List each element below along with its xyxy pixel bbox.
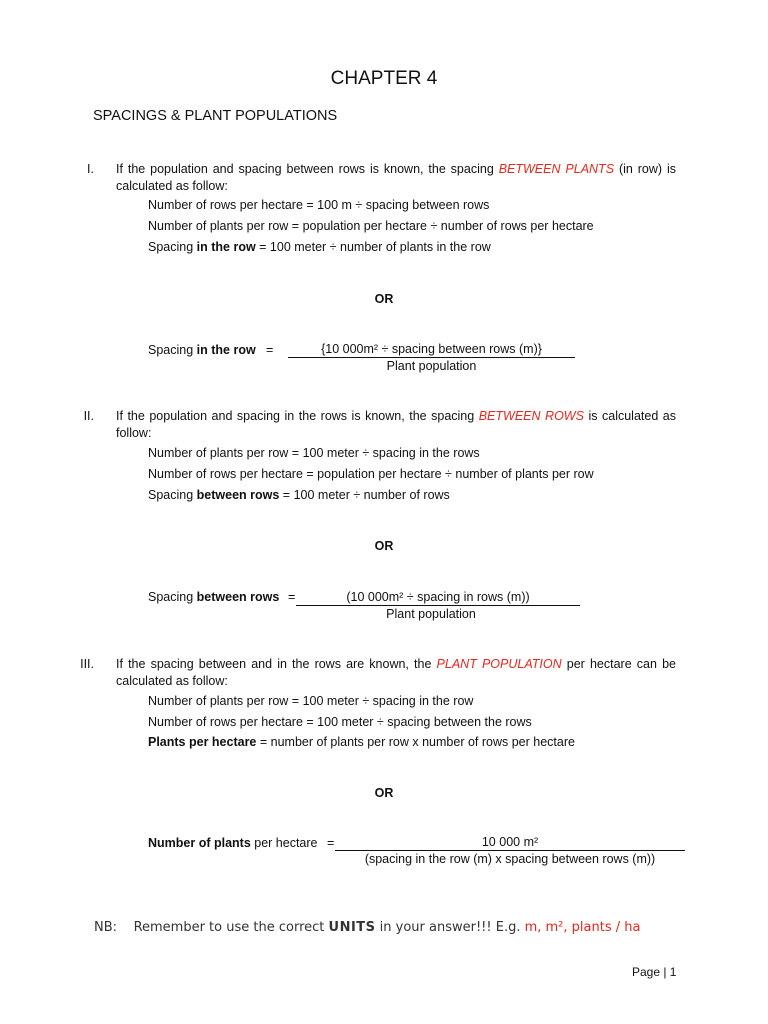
equals-sign: =: [327, 836, 335, 850]
fraction-label: Number of plants per hectare: [148, 836, 318, 850]
fraction-numerator: (10 000m² ÷ spacing in rows (m)): [346, 590, 530, 604]
formula-line: Number of plants per row = 100 meter ÷ spacing in the rows: [148, 446, 480, 460]
section-intro: If the population and spacing in the rows is known, the spacing BETWEEN ROWS is calculated as follow:: [116, 409, 676, 440]
highlight-term: BETWEEN ROWS: [478, 409, 584, 423]
highlight-term: BETWEEN PLANTS: [498, 162, 615, 176]
fraction-label: Spacing between rows: [148, 590, 280, 604]
or-separator: OR: [374, 292, 394, 306]
section-intro: If the population and spacing between rows is known, the spacing BETWEEN PLANTS (in row) is calculated as follow:: [116, 162, 676, 193]
or-separator: OR: [374, 786, 394, 800]
section-numeral: I.: [87, 162, 94, 176]
section-numeral: II.: [83, 409, 94, 423]
fraction-bar: [288, 357, 575, 358]
fraction-numerator: 10 000 m²: [481, 835, 539, 849]
fraction-bar: [296, 605, 580, 606]
fraction-label: Spacing in the row: [148, 343, 256, 357]
formula-line: Number of rows per hectare = population per hectare ÷ number of plants per row: [148, 467, 594, 481]
equals-sign: =: [288, 590, 296, 604]
formula-line: Plants per hectare = number of plants per row x number of rows per hectare: [148, 735, 575, 749]
equals-sign: =: [266, 343, 274, 357]
units-emphasis: UNITS: [328, 920, 376, 935]
highlight-term: PLANT POPULATION: [436, 657, 562, 671]
section-intro: If the spacing between and in the rows are known, the PLANT POPULATION per hectare can be calculated as follow:: [116, 657, 676, 688]
formula-line: Number of plants per row = population per hectare ÷ number of rows per hectare: [148, 219, 594, 233]
nb-label: NB:: [94, 920, 118, 935]
nb-note: NB: Remember to use the correct UNITS in your answer!!! E.g. m, m², plants / ha: [94, 920, 641, 935]
fraction-bar: [335, 850, 685, 851]
formula-line: Spacing between rows = 100 meter ÷ number of rows: [148, 488, 450, 502]
fraction-denominator: Plant population: [386, 359, 477, 373]
section-numeral: III.: [80, 657, 94, 671]
page-subtitle: SPACINGS & PLANT POPULATIONS: [93, 108, 338, 124]
or-separator: OR: [374, 539, 394, 553]
page-title: CHAPTER 4: [330, 68, 438, 89]
fraction-denominator: Plant population: [386, 607, 476, 621]
fraction-denominator: (spacing in the row (m) x spacing between rows (m)): [364, 852, 656, 866]
formula-line: Number of plants per row = 100 meter ÷ spacing in the row: [148, 694, 474, 708]
unit-examples: m, m², plants / ha: [524, 920, 641, 935]
fraction-numerator: {10 000m² ÷ spacing between rows (m)}: [321, 342, 542, 356]
page-number: Page | 1: [632, 965, 677, 979]
formula-line: Spacing in the row = 100 meter ÷ number of plants in the row: [148, 240, 491, 254]
formula-line: Number of rows per hectare = 100 m ÷ spacing between rows: [148, 198, 490, 212]
formula-line: Number of rows per hectare = 100 meter ÷ spacing between the rows: [148, 715, 532, 729]
